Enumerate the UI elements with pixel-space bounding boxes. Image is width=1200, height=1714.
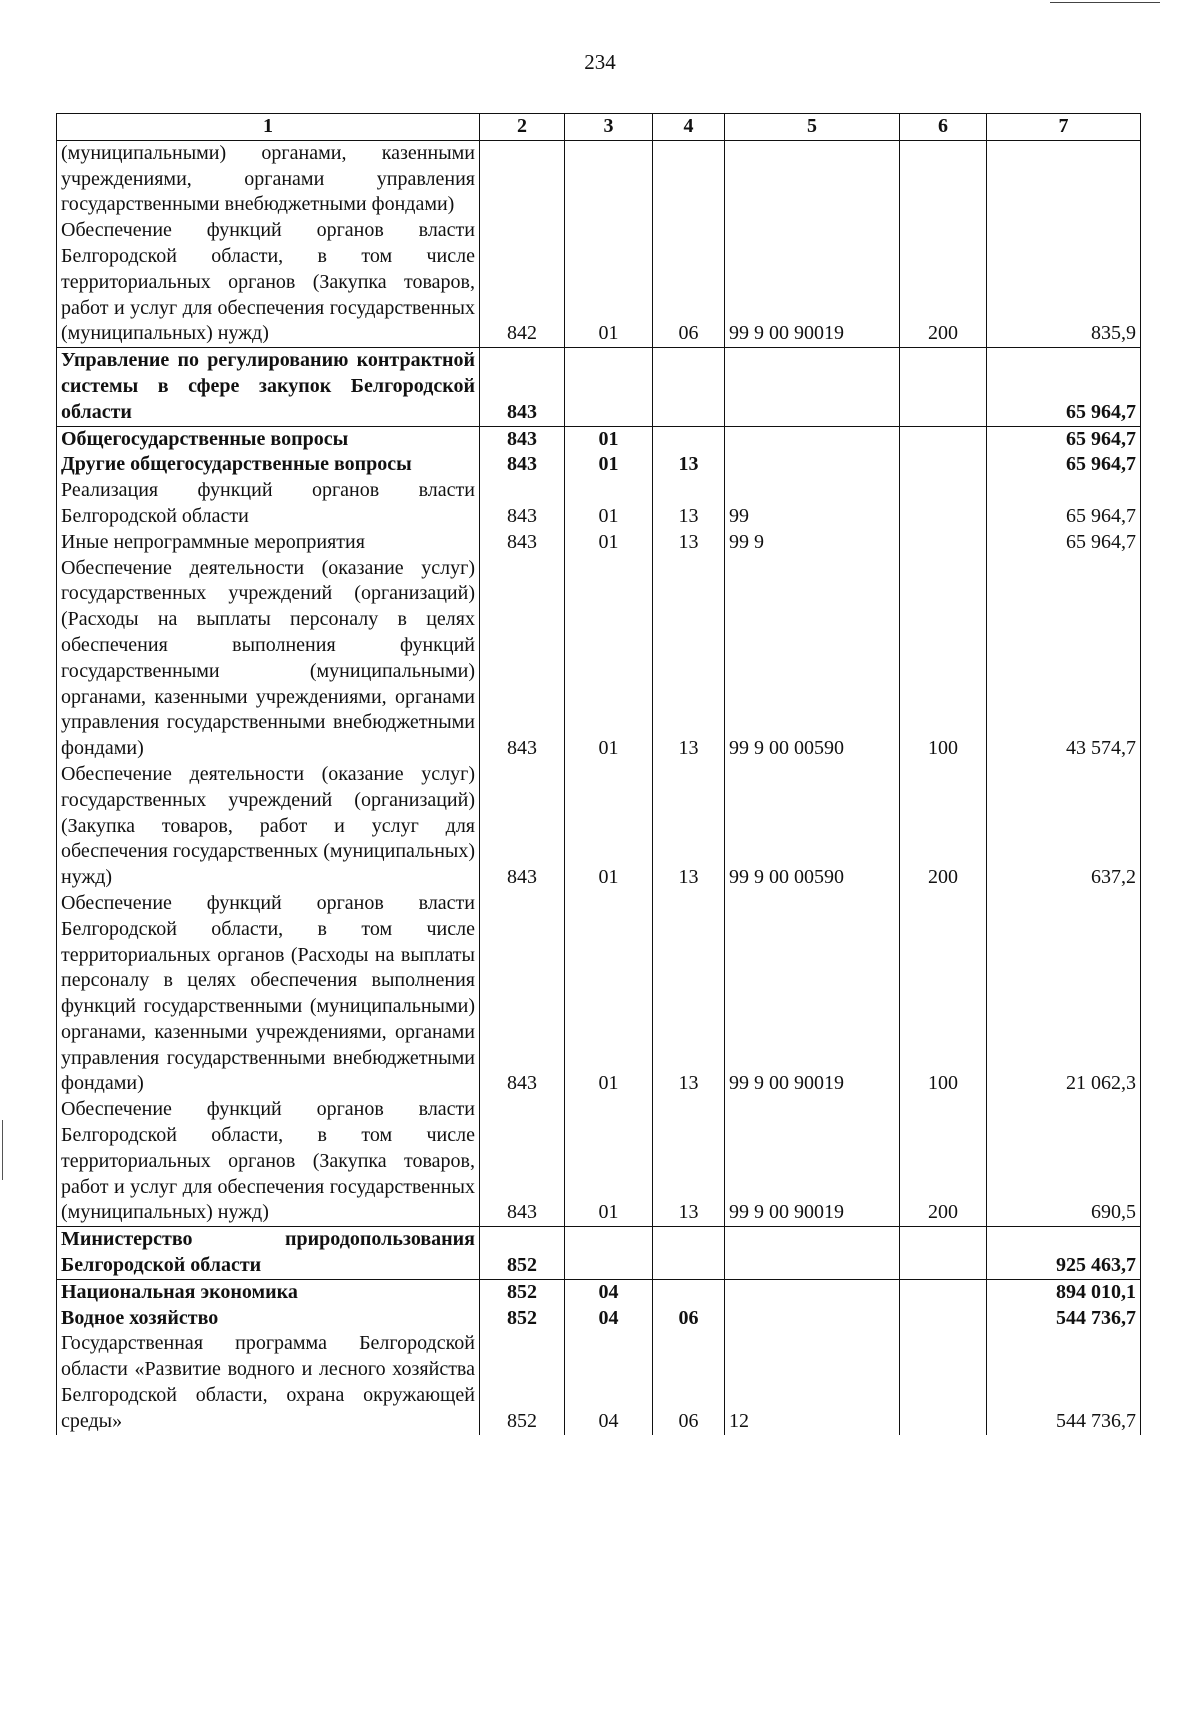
table-row (57, 1306, 1141, 1332)
row-code-target: 99 9 00 90019 (725, 218, 900, 347)
table-body (57, 140, 1141, 1434)
row-code-admin: 843 (480, 891, 565, 1097)
table-row (57, 478, 1141, 530)
row-name: Обеспечение функций органов власти Белгородской области, в том числе территориальных органов (Закупка товаров, работ и услуг для обеспечения государственных (муниципальных) нужд) (57, 218, 480, 347)
row-code-admin: 843 (480, 348, 565, 426)
table-row (57, 348, 1141, 426)
row-code-subsection (653, 1227, 725, 1280)
row-code-subsection: 13 (653, 478, 725, 530)
row-amount: 925 463,7 (987, 1227, 1141, 1280)
row-code-section: 01 (565, 426, 653, 452)
row-code-section: 01 (565, 530, 653, 556)
row-code-section: 01 (565, 478, 653, 530)
row-code-admin: 843 (480, 478, 565, 530)
row-code-admin: 843 (480, 426, 565, 452)
row-code-section (565, 348, 653, 426)
row-code-expense-type (900, 426, 987, 452)
row-code-expense-type: 200 (900, 762, 987, 891)
row-name: Обеспечение деятельности (оказание услуг) государственных учреждений (организаций) (Закупка товаров, работ и услуг для обеспечения государственных (муниципальных) нужд) (57, 762, 480, 891)
row-amount: 65 964,7 (987, 478, 1141, 530)
table-row (57, 891, 1141, 1097)
row-code-section: 04 (565, 1331, 653, 1434)
row-name: (муниципальными) органами, казенными учреждениями, органами управления государственными внебюджетными фондами) (57, 140, 480, 218)
row-code-admin: 842 (480, 218, 565, 347)
row-code-section (565, 140, 653, 218)
row-code-subsection: 13 (653, 452, 725, 478)
row-code-target (725, 140, 900, 218)
row-code-expense-type (900, 1279, 987, 1305)
row-code-admin: 852 (480, 1227, 565, 1280)
row-amount: 835,9 (987, 218, 1141, 347)
header-col-1: 1 (57, 114, 480, 141)
row-code-expense-type: 200 (900, 1097, 987, 1226)
row-name: Обеспечение деятельности (оказание услуг) государственных учреждений (организаций) (Расходы на выплаты персоналу в целях обеспечения выполнения функций государственными (муниципальными) органами, казенными учреждениями, органами управления государственными внебюджетными фондами) (57, 556, 480, 762)
row-name: Управление по регулированию контрактной системы в сфере закупок Белгородской области (57, 348, 480, 426)
row-code-target: 99 9 00 00590 (725, 762, 900, 891)
row-code-section: 01 (565, 452, 653, 478)
table-row (57, 426, 1141, 452)
row-name: Обеспечение функций органов власти Белгородской области, в том числе территориальных органов (Расходы на выплаты персоналу в целях обеспечения выполнения функций государственными (муниципальными) органами, казенными учреждениями, органами управления государственными внебюджетными фондами) (57, 891, 480, 1097)
row-code-target (725, 1306, 900, 1332)
row-name: Иные непрограммные мероприятия (57, 530, 480, 556)
row-code-target: 99 (725, 478, 900, 530)
row-code-target (725, 1227, 900, 1280)
row-code-target: 99 9 (725, 530, 900, 556)
row-code-subsection (653, 426, 725, 452)
budget-table (56, 113, 1141, 1435)
page-number: 234 (584, 50, 616, 74)
table-row (57, 556, 1141, 762)
row-code-expense-type (900, 140, 987, 218)
header-col-3: 3 (565, 114, 653, 141)
row-code-subsection: 13 (653, 1097, 725, 1226)
row-name: Реализация функций органов власти Белгородской области (57, 478, 480, 530)
row-code-target (725, 426, 900, 452)
row-amount: 637,2 (987, 762, 1141, 891)
row-code-subsection: 13 (653, 891, 725, 1097)
table-row (57, 1227, 1141, 1280)
row-code-admin: 843 (480, 452, 565, 478)
row-code-section: 04 (565, 1279, 653, 1305)
row-code-target (725, 1279, 900, 1305)
table-row (57, 1331, 1141, 1434)
row-code-expense-type (900, 530, 987, 556)
row-name: Министерство природопользования Белгородской области (57, 1227, 480, 1280)
row-code-expense-type (900, 1227, 987, 1280)
row-code-target: 99 9 00 90019 (725, 1097, 900, 1226)
row-code-subsection (653, 348, 725, 426)
header-col-6: 6 (900, 114, 987, 141)
table-row (57, 762, 1141, 891)
row-code-section: 01 (565, 1097, 653, 1226)
row-code-admin: 852 (480, 1279, 565, 1305)
table-row (57, 1279, 1141, 1305)
row-code-admin: 843 (480, 1097, 565, 1226)
table-row (57, 140, 1141, 218)
row-amount: 65 964,7 (987, 426, 1141, 452)
row-name: Водное хозяйство (57, 1306, 480, 1332)
row-code-target: 12 (725, 1331, 900, 1434)
row-amount: 65 964,7 (987, 530, 1141, 556)
row-code-expense-type (900, 478, 987, 530)
row-code-subsection: 06 (653, 218, 725, 347)
row-code-admin (480, 140, 565, 218)
row-code-target: 99 9 00 90019 (725, 891, 900, 1097)
header-col-4: 4 (653, 114, 725, 141)
row-amount: 544 736,7 (987, 1331, 1141, 1434)
row-amount: 65 964,7 (987, 452, 1141, 478)
row-name: Общегосударственные вопросы (57, 426, 480, 452)
row-amount (987, 140, 1141, 218)
row-code-target (725, 348, 900, 426)
row-code-section: 01 (565, 891, 653, 1097)
row-code-section: 01 (565, 556, 653, 762)
row-code-section: 01 (565, 762, 653, 891)
top-scan-rule (1050, 2, 1160, 3)
row-amount: 544 736,7 (987, 1306, 1141, 1332)
row-code-expense-type (900, 452, 987, 478)
row-amount: 894 010,1 (987, 1279, 1141, 1305)
header-col-5: 5 (725, 114, 900, 141)
table-row (57, 1097, 1141, 1226)
row-code-expense-type (900, 348, 987, 426)
scan-edge-mark (2, 1120, 3, 1180)
row-amount: 690,5 (987, 1097, 1141, 1226)
row-code-section: 04 (565, 1306, 653, 1332)
row-code-admin: 852 (480, 1331, 565, 1434)
row-code-target: 99 9 00 00590 (725, 556, 900, 762)
table-row (57, 218, 1141, 347)
row-code-admin: 843 (480, 530, 565, 556)
row-name: Другие общегосударственные вопросы (57, 452, 480, 478)
row-code-target (725, 452, 900, 478)
row-code-section (565, 1227, 653, 1280)
row-code-section: 01 (565, 218, 653, 347)
row-code-subsection: 06 (653, 1331, 725, 1434)
row-code-subsection (653, 140, 725, 218)
row-code-admin: 852 (480, 1306, 565, 1332)
row-code-admin: 843 (480, 556, 565, 762)
row-code-subsection: 13 (653, 762, 725, 891)
row-name: Государственная программа Белгородской области «Развитие водного и лесного хозяйства Белгородской области, охрана окружающей среды» (57, 1331, 480, 1434)
row-code-expense-type: 200 (900, 218, 987, 347)
row-code-admin: 843 (480, 762, 565, 891)
header-col-2: 2 (480, 114, 565, 141)
row-code-subsection: 06 (653, 1306, 725, 1332)
row-code-subsection (653, 1279, 725, 1305)
row-amount: 43 574,7 (987, 556, 1141, 762)
row-code-expense-type: 100 (900, 891, 987, 1097)
row-name: Национальная экономика (57, 1279, 480, 1305)
row-amount: 21 062,3 (987, 891, 1141, 1097)
header-col-7: 7 (987, 114, 1141, 141)
table-row (57, 452, 1141, 478)
row-amount: 65 964,7 (987, 348, 1141, 426)
table-row (57, 530, 1141, 556)
row-code-expense-type (900, 1306, 987, 1332)
row-code-subsection: 13 (653, 530, 725, 556)
row-name: Обеспечение функций органов власти Белгородской области, в том числе территориальных органов (Закупка товаров, работ и услуг для обеспечения государственных (муниципальных) нужд) (57, 1097, 480, 1226)
row-code-expense-type: 100 (900, 556, 987, 762)
row-code-expense-type (900, 1331, 987, 1434)
table-header-row (57, 114, 1141, 141)
row-code-subsection: 13 (653, 556, 725, 762)
